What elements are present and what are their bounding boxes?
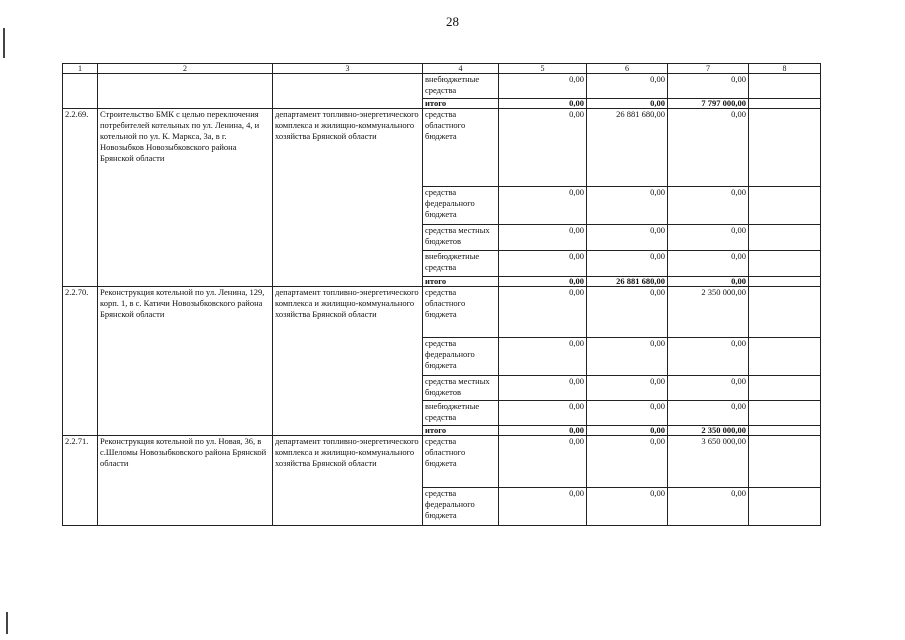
item-number: 2.2.71. xyxy=(63,436,98,526)
value-col6: 0,00 xyxy=(587,287,668,338)
column-number: 2 xyxy=(98,64,273,74)
value-col5: 0,00 xyxy=(499,187,587,225)
empty-cell xyxy=(749,251,821,277)
item-name: Строительство БМК с целью переключения потребителей котельных по ул. Ленина, 4, и котельной по ул. К. Маркса, 3а, в г. Новозыбков Новозыбковского района Брянской области xyxy=(98,109,273,287)
empty-cell xyxy=(749,287,821,338)
empty-cell xyxy=(749,338,821,376)
empty-cell xyxy=(749,488,821,526)
value-col7: 0,00 xyxy=(668,74,749,99)
funding-source: средства федерального бюджета xyxy=(423,488,499,526)
item-name: Реконструкция котельной по ул. Новая, 36, в с.Шеломы Новозыбковского района Брянской области xyxy=(98,436,273,526)
item-department: департамент топливно-энергетического комплекса и жилищно-коммунального хозяйства Брянской области xyxy=(273,109,423,287)
column-number: 3 xyxy=(273,64,423,74)
empty-cell xyxy=(749,99,821,109)
value-col6: 0,00 xyxy=(587,376,668,401)
column-number: 8 xyxy=(749,64,821,74)
funding-source: средства местных бюджетов xyxy=(423,376,499,401)
value-col7: 0,00 xyxy=(668,225,749,251)
total-col6: 0,00 xyxy=(587,426,668,436)
value-col6: 0,00 xyxy=(587,74,668,99)
item-number-cell xyxy=(63,74,98,109)
budget-table xyxy=(62,63,821,526)
empty-cell xyxy=(749,187,821,225)
total-col7: 7 797 000,00 xyxy=(668,99,749,109)
value-col7: 0,00 xyxy=(668,251,749,277)
page-number: 28 xyxy=(446,14,459,29)
total-col6: 0,00 xyxy=(587,99,668,109)
empty-cell xyxy=(749,376,821,401)
table-row xyxy=(63,436,821,488)
value-col7: 0,00 xyxy=(668,187,749,225)
value-col6: 0,00 xyxy=(587,225,668,251)
total-col6: 26 881 680,00 xyxy=(587,277,668,287)
funding-source: средства федерального бюджета xyxy=(423,187,499,225)
total-col5: 0,00 xyxy=(499,99,587,109)
value-col7: 2 350 000,00 xyxy=(668,287,749,338)
table-row xyxy=(63,74,821,99)
value-col7: 3 650 000,00 xyxy=(668,436,749,488)
total-col7: 2 350 000,00 xyxy=(668,426,749,436)
column-number-row xyxy=(63,64,821,74)
empty-cell xyxy=(749,109,821,187)
empty-cell xyxy=(749,74,821,99)
value-col6: 0,00 xyxy=(587,251,668,277)
value-col5: 0,00 xyxy=(499,287,587,338)
table-row xyxy=(63,109,821,187)
value-col5: 0,00 xyxy=(499,436,587,488)
value-col6: 0,00 xyxy=(587,488,668,526)
total-col7: 0,00 xyxy=(668,277,749,287)
value-col5: 0,00 xyxy=(499,338,587,376)
item-number: 2.2.69. xyxy=(63,109,98,287)
total-col5: 0,00 xyxy=(499,277,587,287)
value-col5: 0,00 xyxy=(499,401,587,426)
item-name: Реконструкция котельной по ул. Ленина, 129, корп. 1, в с. Катичи Новозыбковского района Брянской области xyxy=(98,287,273,436)
total-label: итого xyxy=(423,426,499,436)
value-col5: 0,00 xyxy=(499,376,587,401)
empty-cell xyxy=(749,225,821,251)
empty-cell xyxy=(749,401,821,426)
column-number: 6 xyxy=(587,64,668,74)
empty-cell xyxy=(749,277,821,287)
department-cell xyxy=(273,74,423,109)
column-number: 4 xyxy=(423,64,499,74)
scan-mark-left xyxy=(3,28,5,58)
column-number: 5 xyxy=(499,64,587,74)
value-col7: 0,00 xyxy=(668,401,749,426)
item-name-cell xyxy=(98,74,273,109)
value-col6: 0,00 xyxy=(587,401,668,426)
funding-source: средства местных бюджетов xyxy=(423,225,499,251)
total-label: итого xyxy=(423,277,499,287)
value-col5: 0,00 xyxy=(499,109,587,187)
value-col7: 0,00 xyxy=(668,376,749,401)
funding-source: средства областного бюджета xyxy=(423,436,499,488)
funding-source: средства федерального бюджета xyxy=(423,338,499,376)
value-col6: 26 881 680,00 xyxy=(587,109,668,187)
funding-source: средства областного бюджета xyxy=(423,287,499,338)
total-label: итого xyxy=(423,99,499,109)
empty-cell xyxy=(749,436,821,488)
funding-source: внебюджетные средства xyxy=(423,74,499,99)
value-col7: 0,00 xyxy=(668,338,749,376)
value-col7: 0,00 xyxy=(668,109,749,187)
value-col5: 0,00 xyxy=(499,251,587,277)
value-col6: 0,00 xyxy=(587,338,668,376)
value-col6: 0,00 xyxy=(587,436,668,488)
column-number: 1 xyxy=(63,64,98,74)
column-number: 7 xyxy=(668,64,749,74)
funding-source: внебюджетные средства xyxy=(423,401,499,426)
item-number: 2.2.70. xyxy=(63,287,98,436)
value-col5: 0,00 xyxy=(499,488,587,526)
funding-source: средства областного бюджета xyxy=(423,109,499,187)
funding-source: внебюджетные средства xyxy=(423,251,499,277)
item-department: департамент топливно-энергетического комплекса и жилищно-коммунального хозяйства Брянской области xyxy=(273,287,423,436)
value-col5: 0,00 xyxy=(499,74,587,99)
empty-cell xyxy=(749,426,821,436)
value-col6: 0,00 xyxy=(587,187,668,225)
table-row xyxy=(63,287,821,338)
value-col5: 0,00 xyxy=(499,225,587,251)
scan-mark-left-bottom xyxy=(6,612,8,634)
value-col7: 0,00 xyxy=(668,488,749,526)
total-col5: 0,00 xyxy=(499,426,587,436)
item-department: департамент топливно-энергетического комплекса и жилищно-коммунального хозяйства Брянской области xyxy=(273,436,423,526)
